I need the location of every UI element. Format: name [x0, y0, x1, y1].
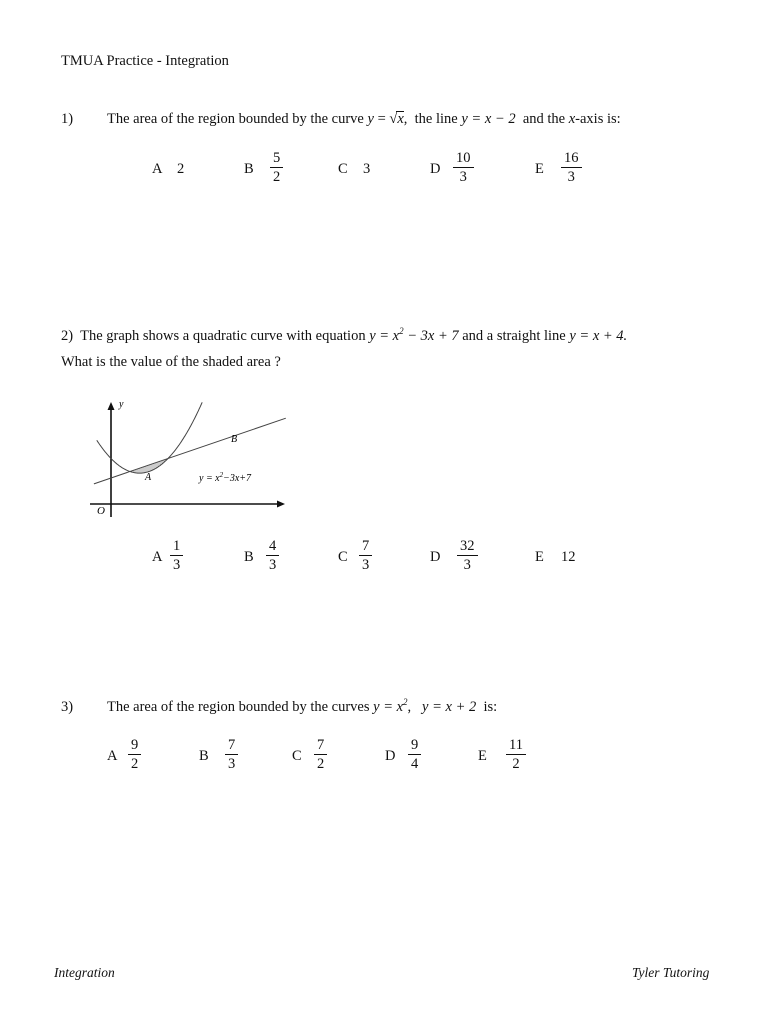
q3-option-d-fraction: $\frac{9}{4}$	[408, 736, 421, 773]
q3-option-d-letter[interactable]: D	[385, 748, 396, 764]
q2-option-d-fraction: $\frac{32}{3}$	[457, 537, 478, 574]
q1-radicand: x	[397, 111, 404, 127]
q1-option-c-value: 3	[363, 161, 371, 177]
q3-text-b: is:	[483, 699, 498, 715]
q3-option-a-fraction: $\frac{9}{2}$	[128, 736, 141, 773]
page-title: TMUA Practice - Integration	[61, 53, 229, 69]
q1-text-a: The area of the region bounded by the curve	[107, 111, 364, 127]
q3-option-e-letter[interactable]: E	[478, 748, 487, 764]
q3-number: 3)	[61, 699, 74, 715]
q3-option-b-letter[interactable]: B	[199, 748, 209, 764]
point-b-label: B	[231, 434, 238, 445]
q1-axis-var: x	[568, 111, 576, 127]
q2-option-a-fraction: $\frac{1}{3}$	[170, 537, 183, 574]
q2-option-e-letter[interactable]: E	[535, 549, 544, 565]
q2-option-e-value: 12	[561, 549, 576, 565]
q2-option-a-letter[interactable]: A	[152, 549, 163, 565]
q1-option-b-den: 2	[270, 167, 283, 186]
q1-text-b: the line	[414, 111, 458, 127]
q2-number: 2)	[61, 328, 74, 344]
q2-text-b: and a straight line	[462, 328, 566, 344]
q1-option-e-letter[interactable]: E	[535, 161, 544, 177]
q2-option-b-letter[interactable]: B	[244, 549, 254, 565]
q2-option-d-letter[interactable]: D	[430, 549, 441, 565]
q2-question: What is the value of the shaded area ?	[61, 354, 281, 370]
q1-text-c: and the	[522, 111, 566, 127]
q1-curve-lhs: y	[367, 111, 374, 127]
q1-option-d-fraction	[453, 149, 474, 186]
q1-option-c-letter[interactable]: C	[338, 161, 348, 177]
q1-option-d-letter[interactable]: D	[430, 161, 441, 177]
origin-label: O	[97, 505, 105, 517]
q1-text-d: -axis is:	[575, 111, 621, 127]
q1-option-e-num: 16	[564, 150, 579, 166]
q1-option-a-value: 2	[177, 161, 185, 177]
q1-option-a-letter[interactable]: A	[152, 161, 163, 177]
x-axis-arrow	[277, 501, 285, 508]
q1-option-e-den: 3	[561, 167, 582, 186]
q2-line-eq: y = x + 4.	[569, 328, 628, 344]
y-axis-arrow	[108, 402, 115, 410]
q2-option-c-fraction: $\frac{7}{3}$	[359, 537, 372, 574]
footer-left: Integration	[54, 965, 115, 980]
q1-prompt	[107, 111, 621, 128]
q1-comma: ,	[403, 111, 408, 127]
q3-option-a-letter[interactable]: A	[107, 748, 118, 764]
q2-option-b-fraction: $\frac{4}{3}$	[266, 537, 279, 574]
q2-prompt	[61, 328, 627, 345]
q1-number: 1)	[61, 111, 74, 127]
q2-graph	[85, 397, 295, 522]
point-a-label: A	[145, 472, 152, 483]
q2-option-c-letter[interactable]: C	[338, 549, 348, 565]
q1-option-b-num: 5	[273, 150, 281, 166]
q1-eq-sign: =	[377, 111, 386, 127]
q3-option-c-fraction: $\frac{7}{2}$	[314, 736, 327, 773]
quadratic-curve	[97, 402, 202, 473]
q2-curve-eq: $y = x^2 - 3x + 7$	[369, 326, 459, 344]
q1-option-b-fraction	[270, 149, 283, 186]
q1-option-b-letter[interactable]: B	[244, 161, 254, 177]
q1-option-d-den: 3	[453, 167, 474, 186]
q1-radical: √x	[389, 111, 404, 127]
q3-eq2: y = x + 2	[422, 699, 477, 715]
q1-option-e-fraction	[561, 149, 582, 186]
q3-option-e-fraction: $\frac{11}{2}$	[506, 736, 526, 773]
q1-line-eq: y = x − 2	[461, 111, 516, 127]
q3-eq1: $y = x^2$	[373, 697, 408, 715]
q1-option-d-num: 10	[456, 150, 471, 166]
q3-prompt: The area of the region bounded by the curves $y = x^2$, y = x + 2 is:	[107, 697, 498, 715]
q2-text-a: The graph shows a quadratic curve with equation	[80, 328, 366, 344]
y-axis-label: y	[119, 399, 124, 410]
q3-option-b-fraction: $\frac{7}{3}$	[225, 736, 238, 773]
q3-option-c-letter[interactable]: C	[292, 748, 302, 764]
curve-label: $y = x^2-3x+7$	[199, 471, 252, 484]
footer-right: Tyler Tutoring	[632, 965, 710, 980]
q3-text-a: The area of the region bounded by the curves	[107, 699, 370, 715]
